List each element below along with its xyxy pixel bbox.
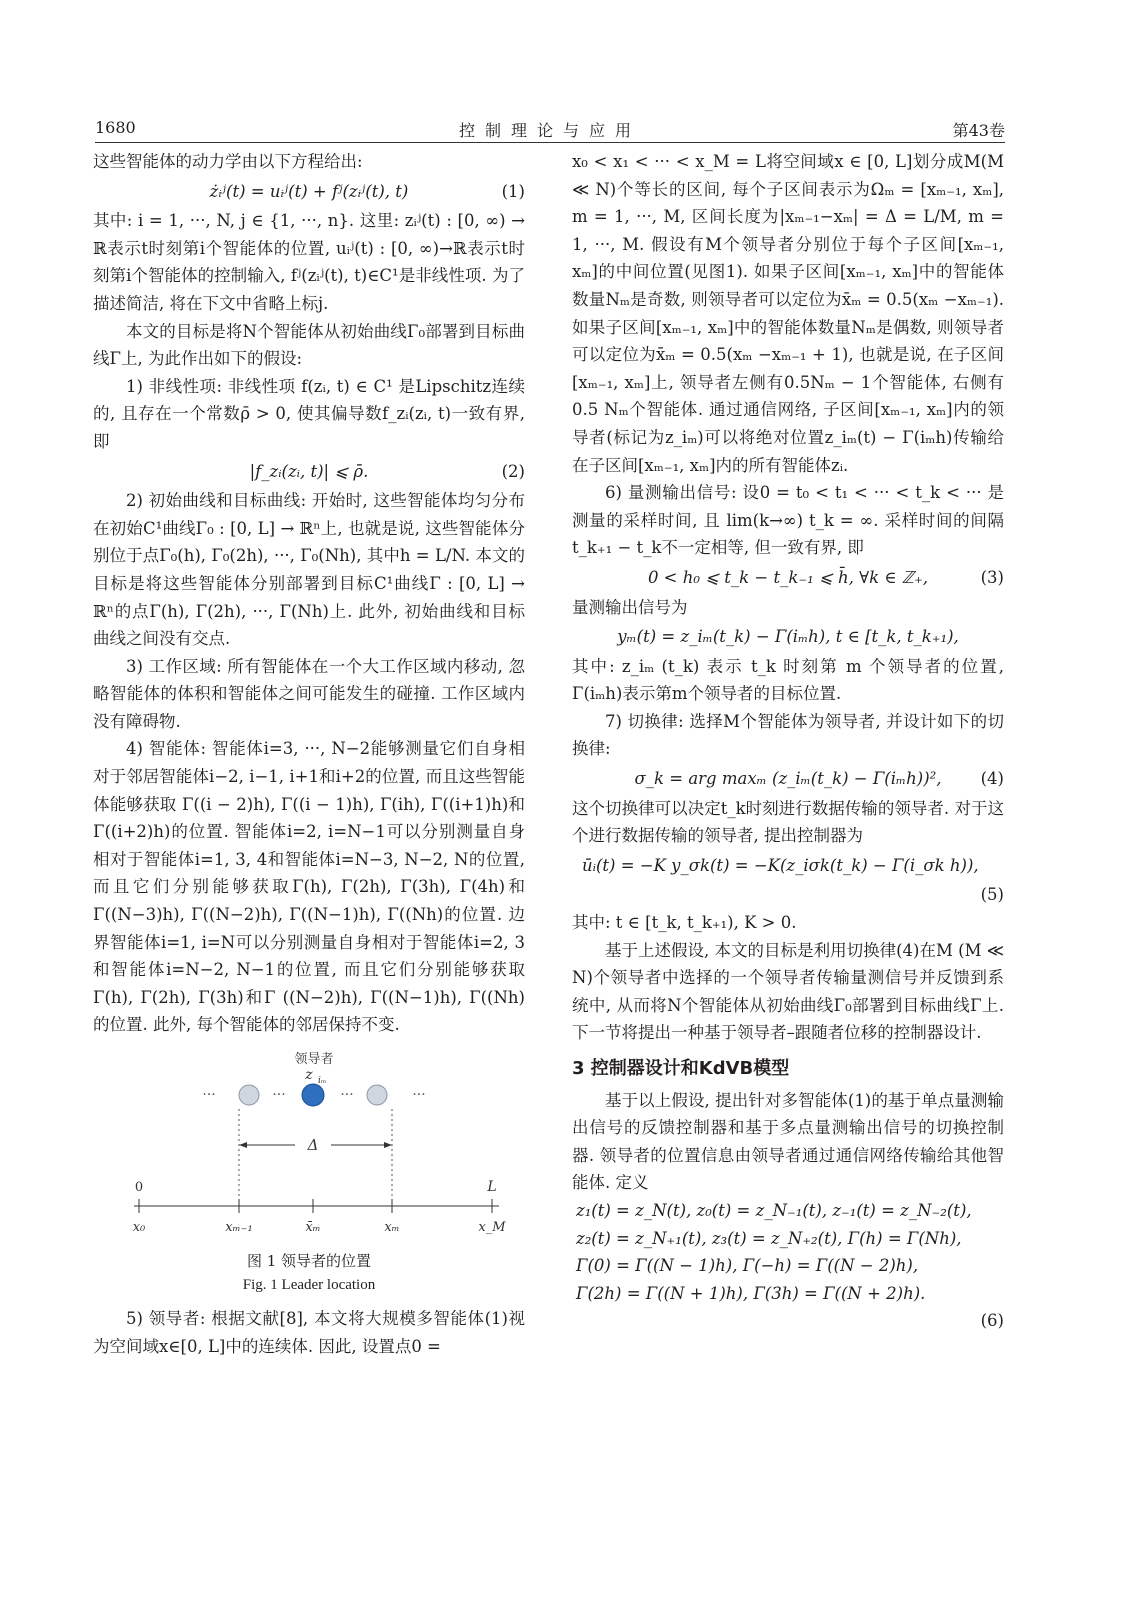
paragraph: 2) 初始曲线和目标曲线: 开始时, 这些智能体均匀分布在初始C¹曲线Γ₀ : [0, L] → ℝⁿ上, 也就是说, 这些智能体分别位于点Γ₀(h), Γ₀(2h), ···, Γ₀(Nh), 其中h = L/N. 本文的目标是将这些智能体分别部署到目标C¹曲线Γ : [0, L] → ℝⁿ的点Γ(h), Γ(2h), ···, Γ(Nh)上. 此外, 初始曲线和目标曲线之间没有交点. <box>93 491 525 649</box>
tick-label-xm-1: xₘ₋₁ <box>225 1220 253 1235</box>
equation-number: (3) <box>980 567 1004 587</box>
equation-number: (4) <box>980 769 1004 789</box>
leader-location-diagram <box>109 1049 509 1249</box>
paragraph: 6) 量测输出信号: 设0 = t₀ < t₁ < ··· < t_k < ··· 是测量的采样时间, 且 lim(k→∞) t_k = ∞. 采样时间的间隔t_k₊₁ − t_k不一定相等, 但一致有界, 即 <box>572 483 1004 558</box>
follower-agent <box>239 1085 259 1105</box>
equation-6-line: Γ(2h) = Γ((N + 1)h), Γ(3h) = Γ((N + 2)h). <box>576 1283 926 1303</box>
equation-6-line: Γ(0) = Γ((N − 1)h), Γ(−h) = Γ((N − 2)h), <box>576 1256 919 1276</box>
equation-6-line: z₂(t) = z_N₊₁(t), z₃(t) = z_N₊₂(t), Γ(h) = Γ(Nh), <box>576 1228 962 1248</box>
equation-1: żᵢʲ(t) = uᵢʲ(t) + fʲ(zᵢʲ(t), t) (1) <box>93 178 525 206</box>
equation-4: σ_k = arg maxₘ (z_iₘ(t_k) − Γ(iₘh))², (4) <box>572 765 1004 793</box>
axis-L-label: L <box>487 1179 497 1195</box>
equation-6-line: z₁(t) = z_N(t), z₀(t) = z_N₋₁(t), z₋₁(t) = z_N₋₂(t), <box>576 1200 972 1220</box>
leader-symbol: z <box>305 1067 313 1083</box>
equation-number: (6) <box>980 1311 1004 1331</box>
leader-label: 领导者 <box>294 1052 334 1067</box>
paragraph: 其中: z_iₘ (t_k) 表示 t_k 时刻第 m 个领导者的位置, Γ(iₘh)表示第m个领导者的目标位置. <box>572 656 1004 704</box>
follower-agent <box>367 1085 387 1105</box>
delta-label: Δ <box>307 1136 319 1154</box>
paragraph: x₀ < x₁ < ··· < x_M = L将空间域x ∈ [0, L]划分成M(M ≪ N)个等长的区间, 每个子区间表示为Ωₘ = [xₘ₋₁, xₘ], m = 1, ···, M, 区间长度为|xₘ₋₁−xₘ| = Δ = L/M, m = 1, ···, M. 假设有M个领导者分别位于每个子区间[xₘ₋₁, xₘ]的中间位置(见图1). 如果子区间[xₘ₋₁, xₘ]中的智能体数量Nₘ是奇数, 则领导者可以定位为x̄ₘ = 0.5(xₘ −xₘ₋₁). 如果子区间[xₘ₋₁, xₘ]中的智能体数量Nₘ是偶数, 则领导者可以定位为x̄ₘ = 0.5(xₘ −xₘ₋₁ + 1), 也就是说, 在子区间[xₘ₋₁, xₘ]上, 领导者左侧有0.5Nₘ − 1个智能体, 右侧有0.5 Nₘ个智能体. 通过通信网络, 子区间[xₘ₋₁, xₘ]内的领导者(标记为z_iₘ)可以将绝对位置z_iₘ(t) − Γ(iₘh)传输给在子区间[xₘ₋₁, xₘ]内的所有智能体zᵢ. <box>572 152 1004 475</box>
paragraph: 基于上述假设, 本文的目标是利用切换律(4)在M (M ≪ N)个领导者中选择的一个领导者传输量测信号并反馈到系统中, 从而将N个智能体从初始曲线Γ₀部署到目标曲线Γ上. 下一节将提出一种基于领导者–跟随者位移的控制器设计. <box>572 940 1004 1043</box>
tick-label-xm: xₘ <box>384 1220 400 1235</box>
section-heading: 3 控制器设计和KdVB模型 <box>572 1058 790 1079</box>
paragraph: 这些智能体的动力学由以下方程给出: <box>93 152 363 171</box>
paragraph: 3) 工作区域: 所有智能体在一个大工作区域内移动, 忽略智能体的体积和智能体之间可能发生的碰撞. 工作区域内没有障碍物. <box>93 656 525 731</box>
leader-agent <box>302 1084 324 1106</box>
equation-number: (2) <box>501 461 525 481</box>
paragraph: 量测输出信号为 <box>572 597 688 617</box>
paragraph: 7) 切换律: 选择M个智能体为领导者, 并设计如下的切换律: <box>572 711 1004 759</box>
figure-caption-en: Fig. 1 Leader location <box>242 1277 376 1293</box>
figure-1 <box>93 1049 525 1297</box>
axis-zero-label: 0 <box>134 1180 144 1195</box>
arrowhead-icon <box>384 1142 392 1148</box>
equation-number: (1) <box>501 181 525 201</box>
equation-5: ūᵢ(t) = −K y_σk(t) = −K(z_iσk(t_k) − Γ(i_σk h)), <box>582 855 979 875</box>
figure-caption-cn: 图 1 领导者的位置 <box>246 1252 372 1270</box>
paragraph: 其中: t ∈ [t_k, t_k₊₁), K > 0. <box>572 913 797 933</box>
ellipsis: ··· <box>340 1087 354 1103</box>
paragraph: 其中: i = 1, ···, N, j ∈ {1, ···, n}. 这里: zᵢʲ(t) : [0, ∞) → ℝ表示t时刻第i个智能体的位置, uᵢʲ(t) : [0, ∞)→ℝ表示t时刻第i个智能体的控制输入, fʲ(zᵢʲ(t), t)∈C¹是非线性项. 为了描述简洁, 将在下文中省略上标j. <box>93 211 525 313</box>
left-column <box>93 148 525 1360</box>
equation-2: |f_zᵢ(zᵢ, t)| ⩽ ρ̄. (2) <box>93 458 525 486</box>
arrowhead-icon <box>239 1142 247 1148</box>
equation-3: 0 < h₀ ⩽ t_k − t_k₋₁ ⩽ h̄, ∀k ∈ ℤ₊, (3) <box>572 564 1004 592</box>
volume-label: 第43卷 <box>952 121 1005 140</box>
paragraph: 这个切换律可以决定t_k时刻进行数据传输的领导者. 对于这个进行数据传输的领导者, 提出控制器为 <box>572 798 1004 846</box>
paragraph: 本文的目标是将N个智能体从初始曲线Γ₀部署到目标曲线Γ上, 为此作出如下的假设: <box>93 321 525 369</box>
paragraph: 1) 非线性项: 非线性项 f(zᵢ, t) ∈ C¹ 是Lipschitz连续的, 且存在一个常数ρ̄ > 0, 使其偏导数f_zᵢ(zᵢ, t)一致有界, 即 <box>93 376 525 451</box>
paragraph: 4) 智能体: 智能体i=3, ···, N−2能够测量它们自身相对于邻居智能体i−2, i−1, i+1和i+2的位置, 而且这些智能体能够获取 Γ((i − 2)h), Γ((i − 1)h), Γ(ih), Γ((i+1)h)和Γ((i+2)h)的位置. 智能体i=2, i=N−1可以分别测量自身相对于智能体i=1, 3, 4和智能体i=N−3, N−2, N的位置, 而且它们分别能够获取Γ(h), Γ(2h), Γ(3h), Γ(4h)和Γ((N−3)h), Γ((N−2)h), Γ((N−1)h), Γ((Nh)的位置. 边界智能体i=1, i=N可以分别测量自身相对于智能体i=2, 3和智能体i=N−2, N−1的位置, 而且它们分别能够获取Γ(h), Γ(2h), Γ(3h)和Γ ((N−2)h), Γ((N−1)h), Γ((Nh)的位置. 此外, 每个智能体的邻居保持不变. <box>93 739 525 1035</box>
equation-output: yₘ(t) = z_iₘ(t_k) − Γ(iₘh), t ∈ [t_k, t_k₊₁), <box>617 627 959 647</box>
ellipsis-right: ··· <box>412 1087 426 1103</box>
tick-label-x0: x₀ <box>132 1220 146 1235</box>
ellipsis-left: ··· <box>202 1087 216 1103</box>
paragraph: 5) 领导者: 根据文献[8], 本文将大规模多智能体(1)视为空间域x∈[0, L]中的连续体. 因此, 设置点0 = <box>93 1309 525 1356</box>
journal-title: 控制理论与应用 <box>458 121 641 140</box>
paragraph: 基于以上假设, 提出针对多智能体(1)的基于单点量测输出信号的反馈控制器和基于多点量测输出信号的切换控制器. 领导者的位置信息由领导者通过通信网络传输给其他智能体. 定义 <box>572 1090 1004 1193</box>
page-number: 1680 <box>95 118 136 137</box>
right-column <box>572 148 1004 1335</box>
page-header <box>95 118 1005 143</box>
equation-number: (5) <box>980 885 1004 905</box>
ellipsis: ··· <box>272 1087 286 1103</box>
leader-subscript: iₘ <box>318 1076 327 1086</box>
tick-label-xM: x_M <box>478 1220 506 1235</box>
tick-label-xbar-m: x̄ₘ <box>305 1220 321 1235</box>
